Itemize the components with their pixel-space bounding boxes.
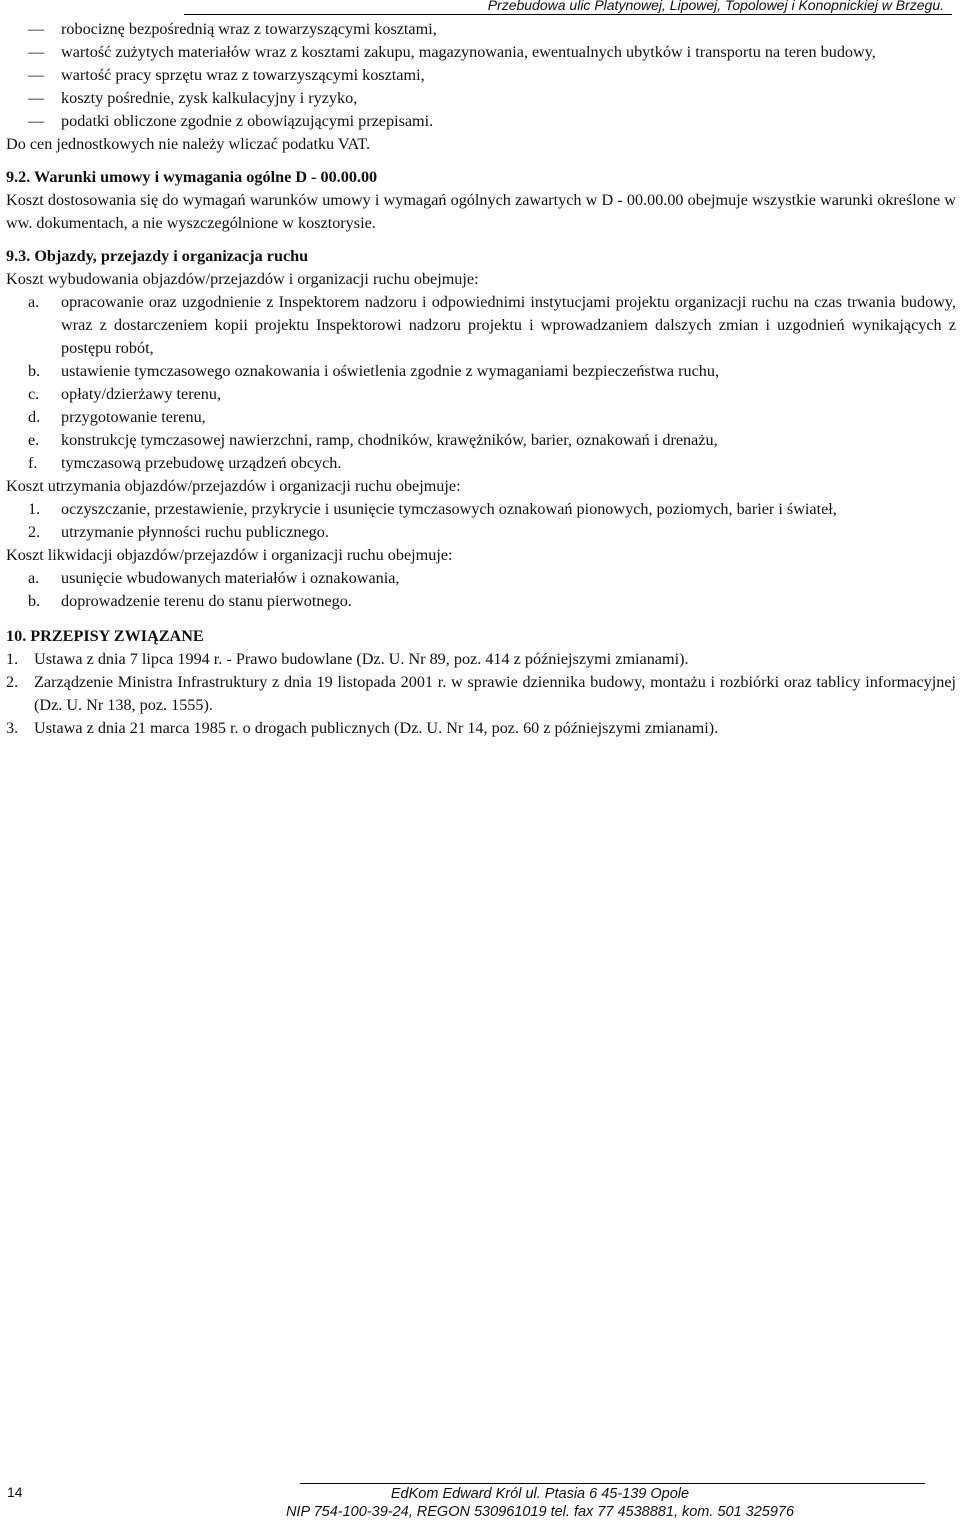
list-marker: f.	[28, 454, 38, 472]
liquidation-list	[6, 567, 956, 613]
list-item	[6, 429, 956, 452]
dash-list-item	[6, 87, 956, 110]
dash-item-text: wartość pracy sprzętu wraz z towarzyszącymi kosztami,	[61, 66, 425, 84]
list-item	[6, 590, 956, 613]
list-marker: 2.	[6, 673, 19, 691]
build-list	[6, 291, 956, 475]
list-item-text: oczyszczanie, przestawienie, przykrycie i usunięcie tymczasowych oznakowań pionowych, poziomych, barier i świateł,	[61, 500, 837, 518]
section-9-2-text: Koszt dostosowania się do wymagań warunków umowy i wymagań ogólnych zawartych w D - 00.00.00 obejmuje wszystkie warunki określone w ww. dokumentach, a nie wyszczególnione w kosztorysie.	[6, 191, 956, 232]
list-item	[6, 567, 956, 590]
dash-item-text: robociznę bezpośrednią wraz z towarzyszącymi kosztami,	[61, 20, 437, 38]
vat-note: Do cen jednostkowych nie należy wliczać podatku VAT.	[6, 135, 371, 153]
liquidation-intro: Koszt likwidacji objazdów/przejazdów i organizacji ruchu obejmuje:	[6, 546, 453, 564]
list-marker: a.	[28, 569, 40, 587]
section-heading-10: 10. PRZEPISY ZWIĄZANE	[6, 627, 204, 645]
list-marker: 1.	[6, 650, 19, 668]
list-item-text: opłaty/dzierżawy terenu,	[61, 385, 222, 403]
list-marker: a.	[28, 293, 40, 311]
dash-list-item	[6, 110, 956, 133]
dash-list	[6, 18, 956, 133]
dash-list-item	[6, 18, 956, 41]
dash-marker: —	[28, 112, 45, 130]
dash-list-item	[6, 41, 956, 64]
list-marker: e.	[28, 431, 40, 449]
page-number: 14	[7, 1484, 23, 1500]
list-marker: b.	[28, 362, 41, 380]
section-heading-9-3: 9.3. Objazdy, przejazdy i organizacja ruchu	[6, 247, 309, 265]
list-item	[6, 671, 956, 717]
list-item-text: ustawienie tymczasowego oznakowania i oświetlenia zgodnie z wymaganiami bezpieczeństwa ruchu,	[61, 362, 720, 380]
list-item	[6, 717, 956, 740]
page-header: Przebudowa ulic Platynowej, Lipowej, Topolowej i Konopnickiej w Brzegu.	[184, 0, 952, 15]
list-item	[6, 383, 956, 406]
dash-marker: —	[28, 43, 45, 61]
dash-item-text: podatki obliczone zgodnie z obowiązującymi przepisami.	[61, 112, 434, 130]
list-item-text: przygotowanie terenu,	[61, 408, 206, 426]
list-item-text: doprowadzenie terenu do stanu pierwotnego.	[61, 592, 352, 610]
dash-marker: —	[28, 66, 45, 84]
list-item	[6, 360, 956, 383]
list-marker: d.	[28, 408, 41, 426]
list-item	[6, 406, 956, 429]
dash-item-text: koszty pośrednie, zysk kalkulacyjny i ryzyko,	[61, 89, 358, 107]
maintenance-intro: Koszt utrzymania objazdów/przejazdów i organizacji ruchu obejmuje:	[6, 477, 461, 495]
list-item-text: Ustawa z dnia 7 lipca 1994 r. - Prawo budowlane (Dz. U. Nr 89, poz. 414 z późniejszymi zmianami).	[34, 650, 689, 668]
footer-divider	[300, 1483, 925, 1484]
list-item	[6, 452, 956, 475]
dash-marker: —	[28, 20, 45, 38]
regulations-list	[6, 648, 956, 740]
list-item	[6, 498, 956, 521]
dash-marker: —	[28, 89, 45, 107]
list-marker: b.	[28, 592, 41, 610]
list-item-text: usunięcie wbudowanych materiałów i oznakowania,	[61, 569, 400, 587]
document-body	[6, 18, 956, 740]
list-marker: 1.	[28, 500, 41, 518]
list-item-text: konstrukcję tymczasowej nawierzchni, ramp, chodników, krawężników, barier, oznakowań i drenażu,	[61, 431, 718, 449]
footer-contact: NIP 754-100-39-24, REGON 530961019 tel. fax 77 4538881, kom. 501 325976	[285, 1504, 795, 1520]
list-item-text: Zarządzenie Ministra Infrastruktury z dnia 19 listopada 2001 r. w sprawie dziennika budowy, montażu i rozbiórki oraz tablicy informacyjnej (Dz. U. Nr 138, poz. 1555).	[34, 673, 956, 714]
list-item-text: Ustawa z dnia 21 marca 1985 r. o drogach publicznych (Dz. U. Nr 14, poz. 60 z późniejszymi zmianami).	[34, 719, 719, 737]
section-heading-9-2: 9.2. Warunki umowy i wymagania ogólne D - 00.00.00	[6, 168, 378, 186]
list-item	[6, 648, 956, 671]
list-item-text: opracowanie oraz uzgodnienie z Inspektorem nadzoru i odpowiednimi instytucjami projektu organizacji ruchu na czas trwania budowy, wraz z dostarczeniem kopii projektu Inspektorowi nadzoru projektu i wprowadzaniem dalszych zmian i uzgodnień wynikających z postępu robót,	[61, 293, 956, 357]
list-marker: c.	[28, 385, 40, 403]
list-item-text: utrzymanie płynności ruchu publicznego.	[61, 523, 329, 541]
list-item-text: tymczasową przebudowę urządzeń obcych.	[61, 454, 342, 472]
list-item	[6, 521, 956, 544]
dash-list-item	[6, 64, 956, 87]
list-marker: 3.	[6, 719, 19, 737]
list-marker: 2.	[28, 523, 41, 541]
dash-item-text: wartość zużytych materiałów wraz z kosztami zakupu, magazynowania, ewentualnych ubytków i transportu na teren budowy,	[61, 43, 876, 61]
footer-address: EdKom Edward Król ul. Ptasia 6 45-139 Opole	[390, 1486, 690, 1502]
maintenance-list	[6, 498, 956, 544]
list-item	[6, 291, 956, 360]
build-intro: Koszt wybudowania objazdów/przejazdów i organizacji ruchu obejmuje:	[6, 270, 479, 288]
